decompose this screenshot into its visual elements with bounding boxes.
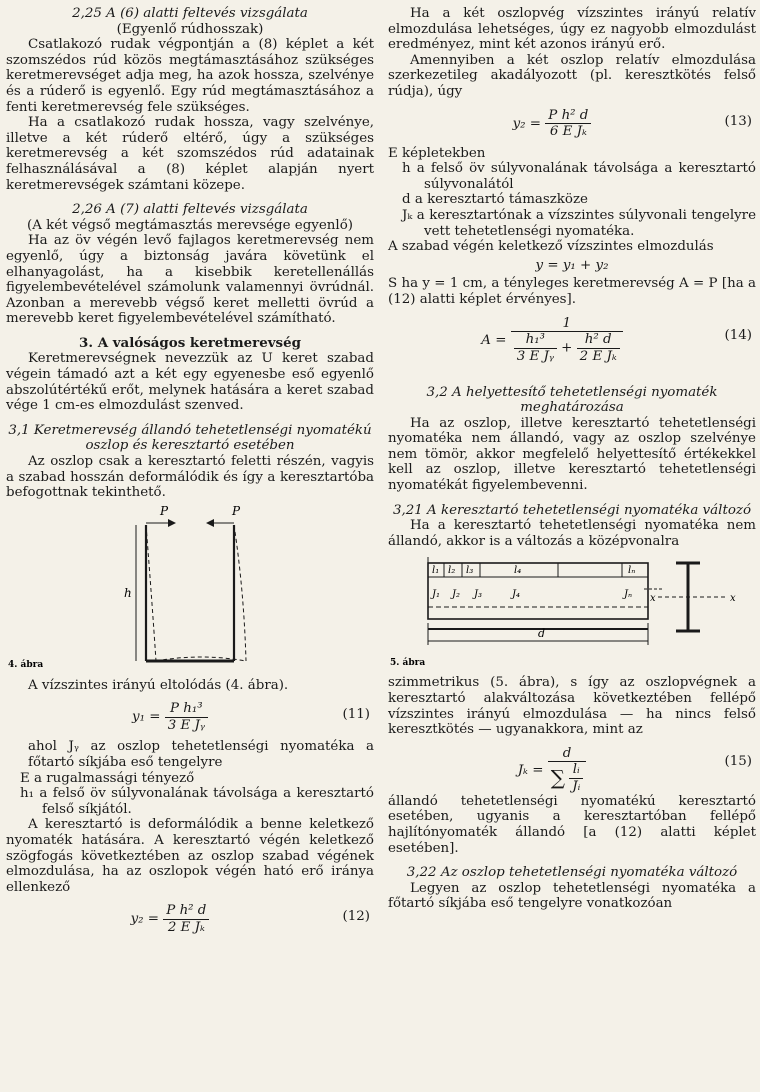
paragraph: Ha a keresztartó tehetetlenségi nyomatéka nem állandó, akkor is a változás a középvonalra — [388, 518, 756, 549]
section-2-25-title: 2,25 A (6) alatti feltevés vizsgálata — [72, 6, 308, 21]
section-3-21-title: 3,21 A keresztartó tehetetlenségi nyomatéka változó — [392, 502, 752, 518]
paragraph: A keresztartó is deformálódik a benne keletkező nyomaték hatására. A keresztartó végén keletkező szögfogás következtében az oszlop szabad végének elmozdulása, ha az oszlopok végén ható erő iránya ellenkező — [6, 817, 374, 895]
section-3-2-title: 3,2 A helyettesítő tehetetlenségi nyomaték meghatározása — [426, 384, 718, 416]
paragraph: Az oszlop csak a keresztartó feletti részén, vagyis a szabad hosszán deformálódik és így a keresztartóba befogottnak tekinthető. — [6, 454, 374, 501]
paragraph: Legyen az oszlop tehetetlenségi nyomatéka a főtartó síkjába eső tengelyre vonatkozóan — [388, 880, 756, 912]
figure-5-label-ln: lₙ — [628, 565, 636, 577]
figure-4-label-P-left: P — [160, 503, 169, 518]
eq13-numerator: P h² d — [545, 108, 591, 125]
eq15-sum-denominator: Jᵢ — [572, 779, 581, 794]
figure-5-label-l3: l₃ — [466, 565, 474, 577]
section-3-title: 3. A valóságos keretmerevség — [79, 334, 301, 351]
definition: h a felső öv súlyvonalának távolsága a keresztartó súlyvonalától — [402, 161, 756, 192]
figure-5-label-J4: J₄ — [512, 589, 521, 601]
eq14-d1-numerator: h₁³ — [514, 332, 557, 349]
paragraph: A vízszintes irányú eltolódás (4. ábra). — [28, 677, 289, 693]
eq12-denominator: 2 E Jₖ — [167, 919, 205, 935]
paragraph: Ha a két oszlopvég vízszintes irányú relatív elmozdulása lehetséges, úgy ez nagyobb elmozdulást eredményez, mint két azonos irányú erő. — [388, 6, 756, 53]
figure-4 — [6, 501, 374, 669]
section-3-22-title: 3,22 Az oszlop tehetetlenségi nyomatéka változó — [406, 865, 738, 881]
equation-12 — [6, 899, 374, 937]
paragraph: állandó tehetetlenségi nyomatékú keresztartó esetében, ugyanis a keresztartóban fellépő hajlítónyomaték állandó [a (12) alatti képlet esetében]. — [388, 793, 756, 856]
figure-5-label-J2: J₂ — [452, 589, 461, 601]
figure-4-label-h: h — [124, 585, 132, 600]
eq15-number: (15) — [724, 753, 752, 769]
eq11-numerator: P h₁³ — [165, 701, 208, 718]
definition: Jₖ a keresztartónak a vízszintes súlyvonali tengelyre vett tehetetlenségi nyomatéka. — [402, 207, 756, 239]
paragraph: Ha az oszlop, illetve keresztartó tehetetlenségi nyomatéka nem állandó, vagy az oszlop szelvénye nem tömör, akkor megfelelő helyettesítő értékekkel kell az oszlop, illetve keresztartó tehetetlenségi nyomatékát figyelembevenni. — [388, 415, 756, 494]
definition: ahol Jᵧ az oszlop tehetetlenségi nyomatéka a főtartó síkjába eső tengelyre — [28, 739, 374, 770]
paragraph: A szabad végén keletkező vízszintes elmozdulás — [388, 239, 714, 255]
eq13-denominator: 6 E Jₖ — [549, 124, 587, 140]
eq15-sum-numerator: lᵢ — [569, 762, 583, 779]
paragraph: S ha y = 1 cm, a tényleges keretmerevség A = P [ha a (12) alatti képlet érvényes]. — [388, 276, 756, 307]
figure-5-label-J1: J₁ — [432, 589, 441, 601]
eq12-number: (12) — [342, 909, 370, 925]
definition: E a rugalmassági tényező — [20, 770, 195, 786]
definitions-intro: E képletekben — [388, 145, 486, 161]
eq14-lhs: A = — [481, 332, 507, 348]
right-column — [388, 6, 756, 912]
eq14-numerator: 1 — [511, 316, 623, 333]
eq15-numerator: d — [548, 746, 587, 763]
equation-14 — [388, 312, 756, 372]
definition: h₁ a felső öv súlyvonalának távolsága a keresztartó felső síkjától. — [20, 786, 374, 817]
eq12-lhs: y₂ = — [130, 911, 160, 927]
eq15-lhs: Jₖ = — [517, 762, 544, 778]
section-2-26-title: 2,26 A (7) alatti feltevés vizsgálata — [72, 202, 308, 218]
section-3-1-title: 3,1 Keretmerevség állandó tehetetlenségi nyomatékú oszlop és keresztartó esetében — [8, 422, 372, 454]
paragraph: Ha a csatlakozó rudak hossza, vagy szelvénye, illetve a két rúderő eltérő, úgy a szükséges keretmerevség a két szomszédos rúd adatainak felhasználásával a (8) képlet alapján nyert keretmerevségek számtani közepe. — [6, 115, 374, 193]
equation-11 — [6, 697, 374, 735]
figure-5-label-Jn: Jₙ — [624, 589, 633, 601]
paragraph: Csatlakozó rudak végpontján a (8) képlet a két szomszédos rúd közös megtámasztásához szükséges keretmerevséget adja meg, ha azok hossza, szelvénye és a rúderő is egyenlő. Egy rúd megtámasztásához a fenti keretmerevség fele szükséges. — [6, 37, 374, 115]
left-column — [6, 6, 374, 941]
eq11-number: (11) — [342, 707, 370, 723]
figure-5-label-d: d — [538, 627, 546, 641]
eq13-lhs: y₂ = — [512, 116, 542, 132]
equation-13 — [388, 104, 756, 142]
definitions-13 — [388, 161, 756, 239]
eq11-denominator: 3 E Jᵧ — [167, 718, 205, 733]
figure-5 — [388, 549, 756, 675]
equation-15 — [388, 742, 756, 794]
section-2-26-subtitle: (A két végső megtámasztás merevsége egyenlő) — [27, 217, 353, 233]
eq11-lhs: y₁ = — [132, 710, 161, 725]
eq14-d2-numerator: h² d — [577, 332, 620, 349]
paragraph: Ha az öv végén levő fajlagos keretmerevség nem egyenlő, úgy a biztonság javára követünk el elhanyagolást, ha a kisebbik keretellenállás figyelembevételével számolunk valamennyi övrúdnál. Azonban a merevebb végső keret melletti övrúd a merevebb keret figyelembevételével számítható. — [6, 233, 374, 327]
figure-5-label-J3: J₃ — [474, 589, 483, 601]
figure-5-label-l1: l₁ — [432, 565, 440, 577]
figure-4-drawing — [6, 501, 374, 669]
eq13-number: (13) — [724, 113, 752, 129]
eq14-d1-denominator: 3 E Jᵧ — [516, 348, 554, 364]
paragraph: szimmetrikus (5. ábra), s így az oszlopvégnek a keresztartó alakváltozása következtében fellépő vízszintes irányú elmozdulása — ha nincs felső keresztkötés — ugyanakkora, mint az — [388, 675, 756, 738]
paragraph: Amennyiben a két oszlop relatív elmozdulása szerkezetileg akadályozott (pl. keresztkötés felső rúdja), úgy — [388, 52, 756, 99]
figure-4-label-P-right: P — [232, 503, 241, 518]
eq14-plus: + — [561, 340, 573, 356]
figure-5-caption: 5. ábra — [390, 658, 426, 669]
paragraph: Keretmerevségnek nevezzük az U keret szabad végein támadó azt a két egy egyenesbe eső egyenlő abszolútértékű erőt, melynek hatására a keret szabad vége 1 cm-es elmozdulást szenved. — [6, 351, 374, 414]
section-2-25-subtitle: (Egyenlő rúdhosszak) — [116, 21, 264, 37]
figure-5-label-x-left: x — [650, 593, 656, 605]
figure-5-drawing — [388, 549, 756, 675]
figure-5-label-x-right: x — [730, 593, 736, 605]
eq14-d2-denominator: 2 E Jₖ — [579, 348, 617, 364]
figure-5-label-l4: l₄ — [514, 565, 522, 577]
equation-y: y = y₁ + y₂ — [535, 257, 609, 273]
eq14-number: (14) — [724, 327, 752, 343]
eq15-sum-sign: ∑ — [550, 765, 565, 790]
figure-4-caption: 4. ábra — [8, 659, 44, 669]
definitions-11 — [6, 739, 374, 817]
eq12-numerator: P h² d — [163, 903, 209, 920]
figure-5-label-l2: l₂ — [448, 565, 456, 577]
definition: d a keresztartó támaszköze — [402, 192, 588, 208]
